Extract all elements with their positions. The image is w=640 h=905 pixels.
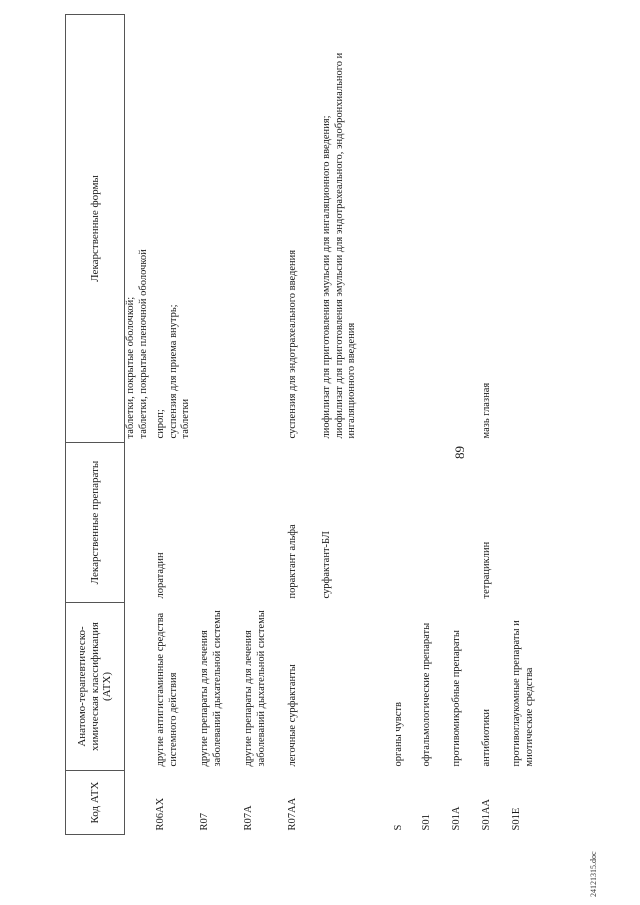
- cell-dosage-form: суспензия для эндотрахеального введения: [287, 249, 298, 439]
- cell-dosage-form: [451, 15, 481, 443]
- cell-dosage-form: таблетки, покрытые оболочкой; таблетки, покрытые пленочной оболочкой: [125, 249, 149, 439]
- cell-atc-classification: другие антигистаминные средства системного действия: [155, 612, 179, 767]
- cell-drug: [421, 443, 451, 603]
- table-row: [451, 15, 481, 835]
- cell-atc-code: [125, 771, 156, 835]
- document-footer-code: 24121315.doc: [589, 851, 598, 897]
- table-row: [511, 15, 555, 835]
- cell-atc-classification: антибиотики: [481, 709, 492, 767]
- cell-atc-code: S01A: [451, 806, 462, 831]
- table-row: [393, 15, 421, 835]
- atc-drug-table: [65, 14, 555, 835]
- cell-atc-classification: офтальмологические препараты: [421, 622, 432, 767]
- cell-drug: [451, 443, 481, 603]
- header-dosage-forms: Лекарственные формы: [66, 15, 125, 443]
- cell-atc-classification: другие препараты для лечения заболеваний дыхательной системы: [199, 610, 223, 767]
- cell-dosage-form: сироп; суспензия для приема внутрь; таблетки: [155, 304, 191, 439]
- table-row: [321, 15, 393, 835]
- cell-atc-code: R07AA: [287, 797, 298, 831]
- cell-drug: тетрациклин: [481, 541, 492, 599]
- cell-atc-classification: противомикробные препараты: [451, 630, 462, 767]
- cell-atc-classification: легочные сурфактанты: [287, 664, 298, 767]
- table-row: [155, 15, 199, 835]
- cell-dosage-form: лиофилизат для приготовления эмульсии для ингаляционного введения; лиофилизат для приготовления эмульсии для эндотрахеального, эндобронхиального и ингаляционного введения: [321, 52, 357, 439]
- table-row: [421, 15, 451, 835]
- cell-drug: лоратадин: [155, 552, 166, 599]
- cell-dosage-form: [393, 15, 421, 443]
- cell-dosage-form: [511, 15, 555, 443]
- cell-drug: [199, 443, 243, 603]
- cell-atc-code: S01E: [511, 807, 522, 831]
- cell-atc-code: R06AX: [155, 797, 166, 831]
- header-atc-code: Код АТХ: [66, 771, 125, 835]
- cell-atc-code: R07A: [243, 805, 254, 831]
- cell-atc-code: S01: [421, 814, 432, 831]
- cell-atc-code: S01AA: [481, 798, 492, 831]
- cell-atc-classification: противоглаукомные препараты и миотические средства: [511, 620, 535, 767]
- cell-atc-classification: [125, 603, 156, 771]
- cell-drug: [393, 443, 421, 603]
- cell-atc-classification: другие препараты для лечения заболеваний дыхательной системы: [243, 610, 267, 767]
- cell-dosage-form: [421, 15, 451, 443]
- cell-drug: [511, 443, 555, 603]
- cell-atc-classification: органы чувств: [393, 702, 404, 767]
- table-row: [125, 15, 156, 835]
- header-atc-classification: Анатомо-терапевтическо-химическая классификация (АТХ): [66, 603, 125, 771]
- cell-drug: сурфактант-БЛ: [321, 531, 332, 599]
- cell-atc-code: S: [393, 824, 404, 831]
- cell-atc-code: [321, 771, 393, 835]
- cell-drug: [243, 443, 287, 603]
- table-row: [481, 15, 511, 835]
- cell-dosage-form: мазь глазная: [481, 382, 492, 439]
- cell-atc-code: R07: [199, 812, 210, 831]
- cell-drug: [125, 443, 156, 603]
- table-row: [287, 15, 321, 835]
- table-header-row: [66, 15, 125, 835]
- table-body: [125, 15, 556, 835]
- cell-dosage-form: [199, 15, 243, 443]
- header-drugs: Лекарственные препараты: [66, 443, 125, 603]
- cell-drug: порактант альфа: [287, 524, 298, 599]
- table-row: [199, 15, 243, 835]
- table-row: [243, 15, 287, 835]
- cell-dosage-form: [243, 15, 287, 443]
- cell-atc-classification: [321, 603, 393, 771]
- page-number: 89: [452, 446, 467, 459]
